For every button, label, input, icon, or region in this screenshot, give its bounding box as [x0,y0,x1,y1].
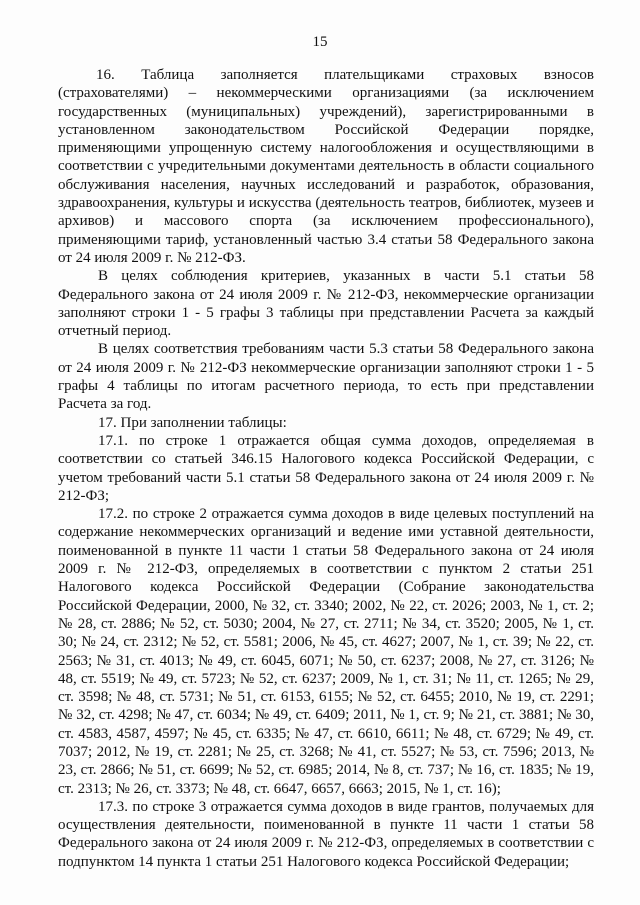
paragraph-17: 17. При заполнении таблицы: [98,414,287,431]
paragraph-17-1: 17.1. по строке 1 отражается общая сумма доходов, определяемая в соответствии со статьей 346.15 Налогового кодекса Российской Федерации, с учетом требований части 5.1 статьи 58 Федерального закона от 24 июля 2009 г. № 212-ФЗ; [58,432,594,504]
paragraph-17-2: 17.2. по строке 2 отражается сумма доходов в виде целевых поступлений на содержание некоммерческих организаций и ведение ими уставной деятельности, поименованной в пункте 11 части 1 статьи 58 Федерального закона от 24 июля 2009 г. № 212-ФЗ, определяемых в соответствии с пунктом 2 статьи 251 Налогового кодекса Российской Федерации (Собрание законодательства Российской Федерации, 2000, № 32, ст. 3340; 2002, № 22, ст. 2026; 2003, № 1, ст. 2; № 28, ст. 2886; № 52, ст. 5030; 2004, № 27, ст. 2711; № 34, ст. 3520; 2005, № 1, ст. 30; № 24, ст. 2312; № 52, ст. 5581; 2006, № 45, ст. 4627; 2007, № 1, ст. 39; № 22, ст. 2563; № 31, ст. 4013; № 49, ст. 6045, 6071; № 50, ст. 6237; 2008, № 27, ст. 3126; № 48, ст. 5519; № 49, ст. 5723; № 52, ст. 6237; 2009, № 1, ст. 31; № 11, ст. 1265; № 29, ст. 3598; № 48, ст. 5731; № 51, ст. 6153, 6155; № 52, ст. 6455; 2010, № 19, ст. 2291; № 32, ст. 4298; № 47, ст. 6034; № 49, ст. 6409; 2011, № 1, ст. 9; № 21, ст. 3881; № 30, ст. 4583, 4587, 4597; № 45, ст. 6335; № 47, ст. 6610, 6611; № 48, ст. 6729; № 49, ст. 7037; 2012, № 19, ст. 2281; № 25, ст. 3268; № 41, ст. 5527; № 53, ст. 7596; 2013, № 23, ст. 2866; № 51, ст. 6699; № 52, ст. 6985; 2014, № 8, ст. 737; № 16, ст. 1835; № 19, ст. 2313; № 26, ст. 3373; № 48, ст. 6647, 6657, 6663; 2015, № 1, ст. 16); [58,506,594,797]
paragraph-criteria-5-1: В целях соблюдения критериев, указанных в части 5.1 статьи 58 Федерального закона от 24 июля 2009 г. № 212-ФЗ, некоммерческие организации заполняют строки 1 - 5 графы 3 таблицы при представлении Расчета за каждый отчетный период. [58,268,594,340]
paragraph-17-3: 17.3. по строке 3 отражается сумма доходов в виде грантов, получаемых для осуществления деятельности, поименованной в пункте 11 части 1 статьи 58 Федерального закона от 24 июля 2009 г. № 212-ФЗ, определяемых в соответствии с подпунктом 14 пункта 1 статьи 251 Налогового кодекса Российской Федерации; [58,798,594,870]
paragraph-16: 16. Таблица заполняется плательщиками страховых взносов (страхователями) – некоммерческими организациями (за исключением государственных (муниципальных) учреждений), зарегистрированными в установленном законодательством Российской Федерации порядке, применяющими упрощенную систему налогообложения и осуществляющими в соответствии с учредительными документами деятельность в области социального обслуживания населения, научных исследований и разработок, образования, здравоохранения, культуры и искусства (деятельность театров, библиотек, музеев и архивов) и массового спорта (за исключением профессионального), применяющими тариф, установленный частью 3.4 статьи 58 Федерального закона от 24 июля 2009 г. № 212-ФЗ. [58,67,594,266]
page-number: 15 [312,34,328,50]
document-body [58,66,594,871]
paragraph-requirements-5-3: В целях соответствия требованиям части 5.3 статьи 58 Федерального закона от 24 июля 2009 г. № 212-ФЗ некоммерческие организации заполняют строки 1 - 5 графы 4 таблицы по итогам расчетного периода, то есть при представлении Расчета за год. [58,341,594,413]
